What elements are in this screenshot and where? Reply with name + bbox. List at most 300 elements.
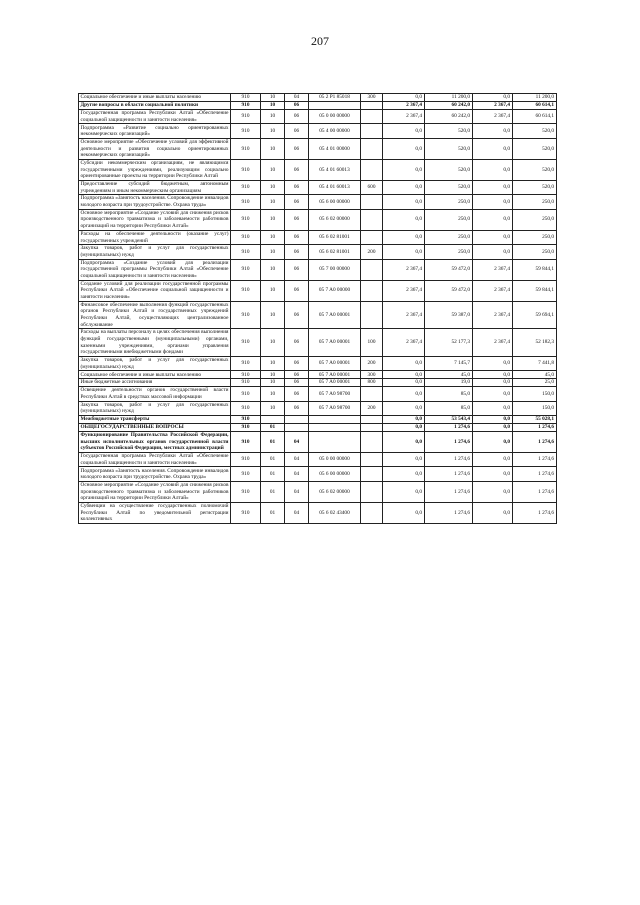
row-amount-3: 0,0 — [473, 416, 513, 424]
row-name: Подпрограмма «Развитие социально ориентированных некоммерческих организаций» — [80, 124, 229, 138]
row-target-article: 05 7 A0 00001 — [309, 379, 361, 387]
row-amount-2: 45,0 — [425, 371, 473, 379]
row-amount-4: 59 844,1 — [513, 259, 557, 280]
row-amount-4: 250,0 — [513, 245, 557, 259]
table-row — [79, 371, 557, 379]
row-amount-3: 0,0 — [473, 356, 513, 370]
table-row — [79, 230, 557, 244]
table-row — [79, 109, 557, 123]
row-section: 10 — [261, 280, 285, 301]
table-row — [79, 416, 557, 424]
row-amount-4: 45,0 — [513, 371, 557, 379]
row-target-article: 05 7 A0 00001 — [309, 329, 361, 357]
row-subsection: 06 — [285, 280, 309, 301]
row-amount-3: 0,0 — [473, 431, 513, 452]
row-name: ОБЩЕГОСУДАРСТВЕННЫЕ ВОПРОСЫ — [79, 424, 231, 432]
row-amount-4: 1 274,6 — [513, 467, 557, 481]
row-amount-2: 19,0 — [425, 379, 473, 387]
row-subsection: 06 — [285, 124, 309, 138]
row-amount-3: 0,0 — [473, 180, 513, 194]
row-subsection: 04 — [285, 452, 309, 466]
row-target-article: 05 4 01 00000 — [309, 138, 361, 159]
row-name: Подпрограмма «Занятость населения. Сопровождение инвалидов молодого возраста при трудоустройстве. Охрана труда» — [80, 467, 229, 481]
row-name: Функционирование Правительства Российской Федерации, высших исполнительных органов государственной власти субъектов Российской Федерации, местных администраций — [80, 432, 229, 452]
row-section: 01 — [261, 481, 285, 502]
row-admin-code: 910 — [231, 209, 261, 230]
row-amount-4: 52 182,3 — [513, 329, 557, 357]
row-amount-4: 60 614,1 — [513, 109, 557, 123]
table-row — [79, 195, 557, 209]
row-amount-3: 0,0 — [473, 481, 513, 502]
row-section: 10 — [261, 379, 285, 387]
row-amount-3: 2 367,4 — [473, 101, 513, 109]
row-subsection: 06 — [285, 387, 309, 401]
row-amount-2: 7 145,7 — [425, 356, 473, 370]
row-expense-type — [361, 387, 383, 401]
row-admin-code: 910 — [231, 416, 261, 424]
row-admin-code: 910 — [231, 502, 261, 523]
row-subsection: 06 — [285, 356, 309, 370]
row-expense-type — [361, 467, 383, 481]
row-amount-4: 250,0 — [513, 230, 557, 244]
row-section: 01 — [261, 431, 285, 452]
row-section: 10 — [261, 138, 285, 159]
table-row — [79, 209, 557, 230]
row-amount-2: 60 242,0 — [425, 101, 473, 109]
row-amount-1: 0,0 — [383, 452, 425, 466]
row-amount-4: 150,0 — [513, 387, 557, 401]
row-admin-code: 910 — [231, 424, 261, 432]
row-amount-3: 0,0 — [473, 387, 513, 401]
row-target-article — [309, 416, 361, 424]
row-amount-2: 250,0 — [425, 230, 473, 244]
row-amount-2: 1 274,6 — [425, 467, 473, 481]
table-row — [79, 259, 557, 280]
table-row — [79, 502, 557, 523]
row-name: Освещение деятельности органов государственной власти Республики Алтай в средствах массовой информации — [80, 387, 229, 400]
row-amount-3: 0,0 — [473, 138, 513, 159]
row-amount-1: 0,0 — [383, 209, 425, 230]
row-section: 10 — [261, 259, 285, 280]
row-admin-code: 910 — [231, 124, 261, 138]
row-target-article: 05 6 02 00000 — [309, 209, 361, 230]
row-name: Финансовое обеспечение выполнения функций государственных органов Республики Алтай и государственных учреждений Республики Алтай, осуществляющих централизованное обслуживание — [80, 301, 229, 328]
row-admin-code: 910 — [231, 259, 261, 280]
table-row — [79, 431, 557, 452]
row-amount-4: 1 274,6 — [513, 431, 557, 452]
row-amount-3: 0,0 — [473, 371, 513, 379]
row-target-article: 05 7 A0 00000 — [309, 280, 361, 301]
row-name: Другие вопросы в области социальной политики — [79, 101, 231, 109]
row-amount-2: 59 472,0 — [425, 259, 473, 280]
table-row — [79, 301, 557, 329]
row-admin-code: 910 — [231, 329, 261, 357]
row-admin-code: 910 — [231, 467, 261, 481]
row-amount-2: 59 387,0 — [425, 301, 473, 329]
row-expense-type — [361, 424, 383, 432]
row-admin-code: 910 — [231, 301, 261, 329]
row-expense-type: 200 — [361, 245, 383, 259]
row-expense-type: 300 — [361, 371, 383, 379]
row-target-article: 05 6 02 81001 — [309, 245, 361, 259]
row-expense-type — [361, 195, 383, 209]
row-name: Межбюджетные трансферты — [79, 416, 231, 424]
row-amount-2: 85,0 — [425, 387, 473, 401]
row-expense-type: 300 — [361, 94, 383, 102]
row-amount-4: 520,0 — [513, 124, 557, 138]
row-subsection: 06 — [285, 138, 309, 159]
row-name: Основное мероприятие «Обеспечение условий для эффективной деятельности и развития социально ориентированных некоммерческих организаций» — [80, 138, 229, 159]
row-amount-3: 2 367,4 — [473, 329, 513, 357]
row-admin-code: 910 — [231, 180, 261, 194]
row-name: Субсидии некоммерческим организациям, не являющимся государственными учреждениями, реализующим социально ориентированные проекты на территории Республики Алтай — [80, 159, 229, 180]
row-name: Подпрограмма «Занятость населения. Сопровождение инвалидов молодого возраста при трудоустройстве. Охрана труда» — [80, 195, 229, 209]
row-subsection: 06 — [285, 401, 309, 415]
row-subsection: 06 — [285, 101, 309, 109]
row-amount-1: 2 367,4 — [383, 280, 425, 301]
row-target-article: 05 0 00 00000 — [309, 109, 361, 123]
row-amount-1: 2 367,4 — [383, 109, 425, 123]
row-amount-3: 0,0 — [473, 94, 513, 102]
row-amount-2: 52 177,3 — [425, 329, 473, 357]
row-expense-type — [361, 159, 383, 180]
row-amount-3: 0,0 — [473, 230, 513, 244]
row-amount-3: 0,0 — [473, 379, 513, 387]
row-expense-type — [361, 259, 383, 280]
row-amount-3: 0,0 — [473, 424, 513, 432]
row-amount-2: 53 543,4 — [425, 416, 473, 424]
row-amount-1: 2 367,4 — [383, 259, 425, 280]
row-target-article: 05 2 P1 85018 — [309, 94, 361, 102]
row-amount-1: 0,0 — [383, 387, 425, 401]
row-amount-1: 0,0 — [383, 502, 425, 523]
row-amount-4: 520,0 — [513, 180, 557, 194]
row-admin-code: 910 — [231, 356, 261, 370]
row-name: Социальное обеспечение и иные выплаты населению — [79, 94, 231, 102]
row-amount-4: 25,0 — [513, 379, 557, 387]
row-section: 10 — [261, 245, 285, 259]
row-amount-4: 250,0 — [513, 195, 557, 209]
row-amount-2: 250,0 — [425, 195, 473, 209]
row-section: 10 — [261, 301, 285, 329]
row-amount-2: 60 242,0 — [425, 109, 473, 123]
row-amount-2: 250,0 — [425, 209, 473, 230]
row-amount-1: 0,0 — [383, 245, 425, 259]
row-expense-type — [361, 280, 383, 301]
row-amount-3: 0,0 — [473, 159, 513, 180]
row-subsection: 06 — [285, 159, 309, 180]
table-row — [79, 124, 557, 138]
row-target-article: 05 7 A0 00001 — [309, 371, 361, 379]
row-name: Государственная программа Республики Алтай «Обеспечение социальной защищенности и занятости населения» — [80, 453, 229, 466]
row-admin-code: 910 — [231, 230, 261, 244]
row-expense-type — [361, 481, 383, 502]
row-amount-3: 0,0 — [473, 467, 513, 481]
row-amount-4: 1 274,6 — [513, 424, 557, 432]
row-subsection: 06 — [285, 180, 309, 194]
row-section: 10 — [261, 109, 285, 123]
row-expense-type — [361, 416, 383, 424]
row-subsection: 06 — [285, 245, 309, 259]
row-subsection: 06 — [285, 209, 309, 230]
row-name: Расходы на обеспечение деятельности (оказание услуг) государственных учреждений — [80, 230, 229, 244]
row-target-article: 05 6 00 00000 — [309, 467, 361, 481]
table-row — [79, 481, 557, 502]
table-row — [79, 280, 557, 301]
row-admin-code: 910 — [231, 401, 261, 415]
row-subsection: 06 — [285, 379, 309, 387]
row-amount-3: 2 367,4 — [473, 109, 513, 123]
table-row — [79, 94, 557, 102]
row-amount-1: 2 367,4 — [383, 101, 425, 109]
row-name: Закупка товаров, работ и услуг для государственных (муниципальных) нужд — [80, 357, 229, 370]
row-subsection: 04 — [285, 431, 309, 452]
row-subsection: 04 — [285, 94, 309, 102]
row-amount-3: 0,0 — [473, 124, 513, 138]
row-expense-type — [361, 431, 383, 452]
row-name: Государственная программа Республики Алтай «Обеспечение социальной защищенности и занятости населения» — [80, 110, 229, 123]
row-section: 10 — [261, 209, 285, 230]
row-amount-3: 0,0 — [473, 452, 513, 466]
row-amount-1: 0,0 — [383, 195, 425, 209]
row-admin-code: 910 — [231, 371, 261, 379]
row-amount-3: 2 367,4 — [473, 259, 513, 280]
row-target-article — [309, 424, 361, 432]
row-amount-1: 0,0 — [383, 371, 425, 379]
row-section: 01 — [261, 467, 285, 481]
row-amount-1: 0,0 — [383, 379, 425, 387]
row-target-article: 05 4 01 60013 — [309, 180, 361, 194]
row-name: Социальное обеспечение и иные выплаты населению — [79, 371, 231, 379]
row-name: Субвенции на осуществление государственных полномочий Республики Алтай по уведомительной регистрации коллективных — [80, 503, 229, 523]
table-body — [79, 94, 557, 524]
row-name: Создание условий для реализации государственной программы Республики Алтай «Обеспечение социальной защищенности и занятости населения» — [80, 280, 229, 300]
row-amount-1: 0,0 — [383, 481, 425, 502]
row-amount-1: 0,0 — [383, 416, 425, 424]
row-target-article: 05 6 02 00000 — [309, 481, 361, 502]
row-section: 10 — [261, 401, 285, 415]
row-expense-type — [361, 209, 383, 230]
table-row — [79, 101, 557, 109]
table-row — [79, 387, 557, 401]
row-subsection: 06 — [285, 195, 309, 209]
row-amount-1: 2 367,4 — [383, 329, 425, 357]
row-subsection — [285, 424, 309, 432]
table-row — [79, 356, 557, 370]
row-admin-code: 910 — [231, 195, 261, 209]
row-amount-4: 150,0 — [513, 401, 557, 415]
row-amount-2: 59 472,0 — [425, 280, 473, 301]
row-amount-2: 250,0 — [425, 245, 473, 259]
row-expense-type: 800 — [361, 379, 383, 387]
row-section: 10 — [261, 94, 285, 102]
row-amount-2: 1 274,6 — [425, 431, 473, 452]
row-amount-4: 11 200,0 — [513, 94, 557, 102]
row-expense-type — [361, 101, 383, 109]
row-subsection: 04 — [285, 502, 309, 523]
row-amount-4: 1 274,6 — [513, 452, 557, 466]
row-amount-2: 1 274,6 — [425, 502, 473, 523]
row-section: 10 — [261, 356, 285, 370]
row-admin-code: 910 — [231, 387, 261, 401]
row-target-article: 05 7 00 00000 — [309, 259, 361, 280]
row-amount-1: 0,0 — [383, 424, 425, 432]
table-row — [79, 159, 557, 180]
row-target-article: 05 6 00 00000 — [309, 195, 361, 209]
row-expense-type — [361, 502, 383, 523]
row-section: 10 — [261, 124, 285, 138]
row-amount-3: 0,0 — [473, 502, 513, 523]
row-target-article — [309, 431, 361, 452]
row-amount-4: 59 694,1 — [513, 301, 557, 329]
row-amount-2: 520,0 — [425, 138, 473, 159]
row-amount-3: 0,0 — [473, 401, 513, 415]
row-amount-2: 85,0 — [425, 401, 473, 415]
row-admin-code: 910 — [231, 379, 261, 387]
row-amount-4: 250,0 — [513, 209, 557, 230]
table-row — [79, 424, 557, 432]
row-name: Закупка товаров, работ и услуг для государственных (муниципальных) нужд — [80, 401, 229, 415]
row-name: Основное мероприятие «Создание условий для снижения рисков производственного травматизма и заболеваемости работников организаций на территории Республики Алтай» — [80, 482, 229, 502]
row-admin-code: 910 — [231, 159, 261, 180]
row-subsection: 06 — [285, 371, 309, 379]
row-amount-1: 0,0 — [383, 401, 425, 415]
row-section: 10 — [261, 101, 285, 109]
row-admin-code: 910 — [231, 138, 261, 159]
row-admin-code: 910 — [231, 245, 261, 259]
row-subsection: 04 — [285, 467, 309, 481]
row-subsection: 06 — [285, 230, 309, 244]
row-amount-1: 0,0 — [383, 124, 425, 138]
row-section: 10 — [261, 230, 285, 244]
row-amount-4: 520,0 — [513, 138, 557, 159]
row-admin-code: 910 — [231, 94, 261, 102]
table-row — [79, 379, 557, 387]
row-name: Подпрограмма «Создание условий для реализации государственной программы Республики Алтай «Обеспечение социальной защищенности и занятости населения» — [80, 259, 229, 279]
row-subsection: 06 — [285, 301, 309, 329]
row-admin-code: 910 — [231, 101, 261, 109]
row-target-article: 05 0 00 00000 — [309, 452, 361, 466]
row-section: 10 — [261, 387, 285, 401]
row-amount-1: 0,0 — [383, 180, 425, 194]
row-amount-1: 2 367,4 — [383, 301, 425, 329]
row-amount-2: 11 200,0 — [425, 94, 473, 102]
row-target-article: 05 7 A0 98700 — [309, 401, 361, 415]
row-subsection — [285, 416, 309, 424]
table-row — [79, 245, 557, 259]
row-section: 10 — [261, 371, 285, 379]
row-amount-4: 520,0 — [513, 159, 557, 180]
row-expense-type — [361, 124, 383, 138]
row-subsection: 04 — [285, 481, 309, 502]
row-expense-type — [361, 109, 383, 123]
page-number: 207 — [311, 34, 329, 48]
row-target-article: 05 6 02 43400 — [309, 502, 361, 523]
row-target-article: 05 4 01 60013 — [309, 159, 361, 180]
row-admin-code: 910 — [231, 109, 261, 123]
row-amount-1: 0,0 — [383, 138, 425, 159]
row-section: 10 — [261, 195, 285, 209]
row-admin-code: 910 — [231, 481, 261, 502]
row-expense-type: 200 — [361, 401, 383, 415]
row-amount-4: 59 844,1 — [513, 280, 557, 301]
row-expense-type — [361, 230, 383, 244]
table-row — [79, 401, 557, 415]
row-admin-code: 910 — [231, 452, 261, 466]
row-amount-3: 2 367,4 — [473, 280, 513, 301]
row-amount-4: 1 274,6 — [513, 481, 557, 502]
row-expense-type: 100 — [361, 329, 383, 357]
row-section: 01 — [261, 424, 285, 432]
table-row — [79, 467, 557, 481]
row-amount-3: 0,0 — [473, 245, 513, 259]
row-amount-2: 520,0 — [425, 124, 473, 138]
row-name: Расходы на выплаты персоналу в целях обеспечения выполнения функций государственными (муниципальными) органами, казенными учреждениями, органами управления государственными внебюджетными фондами — [80, 329, 229, 356]
row-name: Закупка товаров, работ и услуг для государственных (муниципальных) нужд — [80, 245, 229, 258]
row-target-article: 05 7 A0 98700 — [309, 387, 361, 401]
row-amount-2: 520,0 — [425, 159, 473, 180]
row-amount-4: 1 274,6 — [513, 502, 557, 523]
row-amount-4: 7 441,8 — [513, 356, 557, 370]
row-section: 10 — [261, 329, 285, 357]
row-section: 10 — [261, 159, 285, 180]
table-row — [79, 329, 557, 357]
row-amount-3: 2 367,4 — [473, 301, 513, 329]
row-target-article: 05 4 00 00000 — [309, 124, 361, 138]
row-target-article: 05 7 A0 00001 — [309, 356, 361, 370]
row-amount-2: 1 274,6 — [425, 424, 473, 432]
row-expense-type — [361, 138, 383, 159]
row-expense-type: 200 — [361, 356, 383, 370]
row-amount-3: 0,0 — [473, 195, 513, 209]
row-section: 10 — [261, 180, 285, 194]
row-subsection: 06 — [285, 329, 309, 357]
row-amount-1: 0,0 — [383, 356, 425, 370]
row-target-article — [309, 101, 361, 109]
row-section — [261, 416, 285, 424]
row-admin-code: 910 — [231, 280, 261, 301]
row-amount-1: 0,0 — [383, 159, 425, 180]
row-amount-1: 0,0 — [383, 94, 425, 102]
row-expense-type — [361, 301, 383, 329]
row-amount-3: 0,0 — [473, 209, 513, 230]
row-amount-1: 0,0 — [383, 230, 425, 244]
row-amount-4: 55 028,1 — [513, 416, 557, 424]
row-subsection: 06 — [285, 109, 309, 123]
row-name: Иные бюджетные ассигнования — [79, 379, 231, 387]
table-row — [79, 452, 557, 466]
row-amount-1: 0,0 — [383, 467, 425, 481]
row-subsection: 06 — [285, 259, 309, 280]
row-name: Основное мероприятие «Создание условий для снижения рисков производственного травматизма и заболеваемости работников организаций на территории Республики Алтай» — [80, 209, 229, 230]
row-expense-type: 600 — [361, 180, 383, 194]
row-amount-1: 0,0 — [383, 431, 425, 452]
row-amount-2: 1 274,6 — [425, 481, 473, 502]
row-amount-2: 1 274,6 — [425, 452, 473, 466]
row-section: 01 — [261, 502, 285, 523]
row-amount-2: 520,0 — [425, 180, 473, 194]
row-target-article: 05 7 A0 00001 — [309, 301, 361, 329]
table-row — [79, 138, 557, 159]
row-name: Предоставление субсидий бюджетным, автономным учреждениям и иным некоммерческим организациям — [80, 181, 229, 194]
row-admin-code: 910 — [231, 431, 261, 452]
budget-table — [78, 93, 557, 524]
row-section: 01 — [261, 452, 285, 466]
row-target-article: 05 6 02 81001 — [309, 230, 361, 244]
table-row — [79, 180, 557, 194]
row-expense-type — [361, 452, 383, 466]
row-amount-4: 60 614,1 — [513, 101, 557, 109]
